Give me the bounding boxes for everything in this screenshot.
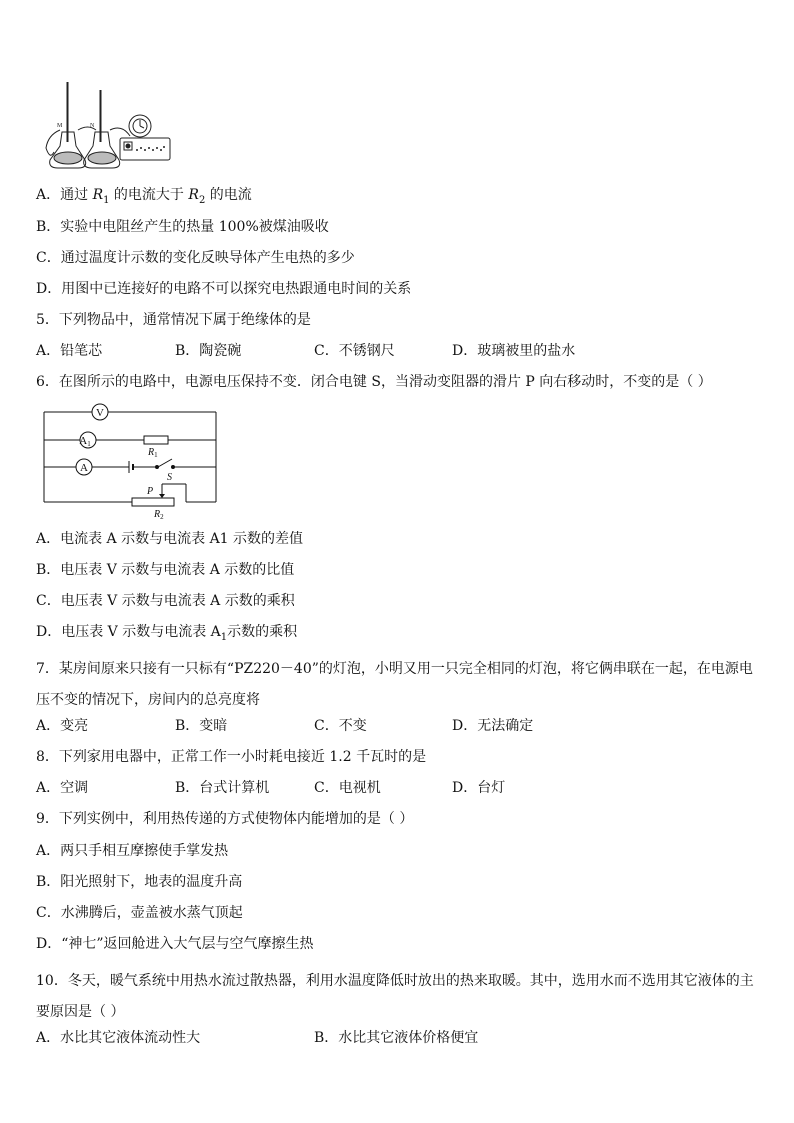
switch-label: S xyxy=(167,472,172,483)
q4-option-c: C．通过温度计示数的变化反映导体产生电热的多少 xyxy=(36,250,355,266)
q7-stem: 7．某房间原来只接有一只标有“PZ220－40”的灯泡，小明又用一只完全相同的灯泡，将它俩串联在一起，在电源电压不变的情况下，房间内的总亮度将 xyxy=(36,661,753,708)
circuit-diagram xyxy=(36,400,226,522)
q10-option-a: A．水比其它液体流动性大 xyxy=(36,1030,201,1046)
r2-label: $R_2$ xyxy=(154,509,164,521)
q9-option-b: B．阳光照射下，地表的温度升高 xyxy=(36,874,243,890)
q5-option-d: D．玻璃被里的盐水 xyxy=(452,343,576,359)
slider-label: P xyxy=(147,486,154,497)
q9-option-c: C．水沸腾后，壶盖被水蒸气顶起 xyxy=(36,905,243,921)
r1-label: $R_1$ xyxy=(148,447,158,459)
svg-text:N: N xyxy=(90,123,95,129)
heating-apparatus-figure xyxy=(40,80,175,172)
q5-option-c: C．不锈钢尺 xyxy=(314,343,395,359)
q6-option-c: C．电压表 V 示数与电流表 A 示数的乘积 xyxy=(36,593,295,609)
q6-option-a: A．电流表 A 示数与电流表 A1 示数的差值 xyxy=(36,531,304,547)
q6-option-b: B．电压表 V 示数与电流表 A 示数的比值 xyxy=(36,562,295,578)
q7-option-d: D．无法确定 xyxy=(452,718,534,734)
q6-option-d: D．电压表 V 示数与电流表 $A_1$示数的乘积 xyxy=(36,624,298,643)
q8-options xyxy=(36,778,758,798)
q5-option-b: B．陶瓷碗 xyxy=(175,343,242,359)
q7-option-b: B．变暗 xyxy=(175,718,228,734)
q4-option-d: D．用图中已连接好的电路不可以探究电热跟通电时间的关系 xyxy=(36,281,412,297)
q6-stem: 6．在图所示的电路中，电源电压保持不变．闭合电键 S，当滑动变阻器的滑片 P 向右移动时，不变的是（ ） xyxy=(36,374,712,390)
q5-stem: 5．下列物品中，通常情况下属于绝缘体的是 xyxy=(36,312,311,328)
q8-stem: 8．下列家用电器中，正常工作一小时耗电接近 1.2 千瓦时的是 xyxy=(36,749,427,765)
q9-stem: 9．下列实例中，利用热传递的方式使物体内能增加的是（ ） xyxy=(36,811,414,827)
q7-options xyxy=(36,716,758,736)
q8-option-c: C．电视机 xyxy=(314,780,381,796)
ammeter-label: A xyxy=(80,462,88,474)
voltmeter-label: V xyxy=(96,407,104,419)
q10-stem: 10．冬天，暖气系统中用热水流过散热器，利用水温度降低时放出的热来取暖。其中，选用水而不选用其它液体的主要原因是（ ） xyxy=(36,973,754,1020)
q10-options xyxy=(36,1028,758,1048)
q8-option-a: A．空调 xyxy=(36,780,89,796)
q8-option-b: B．台式计算机 xyxy=(175,780,270,796)
svg-text:M: M xyxy=(57,123,63,129)
q7-option-c: C．不变 xyxy=(314,718,367,734)
q7-option-a: A．变亮 xyxy=(36,718,89,734)
q5-option-a: A．铅笔芯 xyxy=(36,343,103,359)
q9-option-d: D．“神七”返回舱进入大气层与空气摩擦生热 xyxy=(36,936,314,952)
q8-option-d: D．台灯 xyxy=(452,780,506,796)
q9-option-a: A．两只手相互摩擦使手掌发热 xyxy=(36,843,229,859)
q10-option-b: B．水比其它液体价格便宜 xyxy=(314,1030,479,1046)
q5-options xyxy=(36,341,758,361)
q4-option-b: B．实验中电阻丝产生的热量 100%被煤油吸收 xyxy=(36,219,329,235)
q4-option-a: A．通过 $R_1$ 的电流大于 $R_2$ 的电流 xyxy=(36,187,252,206)
ammeter1-label: A1 xyxy=(79,435,91,448)
